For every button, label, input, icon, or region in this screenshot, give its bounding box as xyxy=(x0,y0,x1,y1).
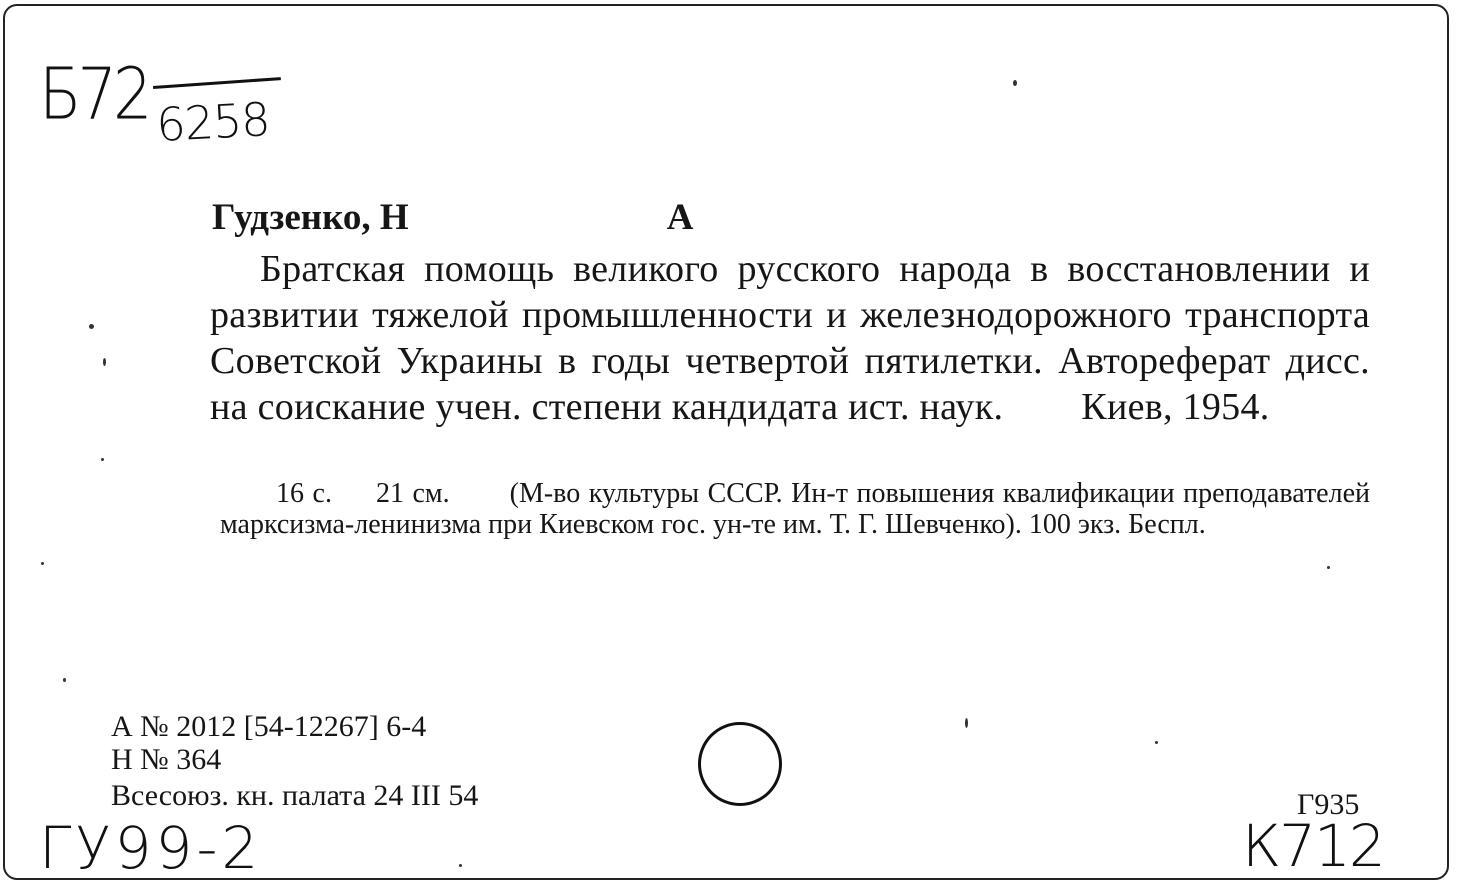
speck xyxy=(1013,80,1017,86)
registration-line-3: Всесоюз. кн. палата 24 III 54 xyxy=(111,779,479,812)
physical-description xyxy=(220,478,1370,540)
speck xyxy=(1155,741,1158,744)
speck xyxy=(103,358,106,366)
handwritten-code-left: ГУ99-2 xyxy=(39,814,263,882)
shelf-mark-rule xyxy=(153,77,281,89)
book-size: 21 см. xyxy=(375,478,450,509)
shelf-mark-bottom: 6258 xyxy=(155,92,271,152)
speck xyxy=(63,678,66,682)
card-punch-hole xyxy=(698,722,782,806)
speck xyxy=(1327,566,1330,569)
speck xyxy=(965,718,968,728)
speck xyxy=(101,458,104,461)
page-count: 16 с. xyxy=(276,478,332,509)
author-initial: А xyxy=(666,197,694,238)
speck xyxy=(89,324,94,329)
author-heading xyxy=(212,196,693,239)
classification-code: Г935 xyxy=(1297,788,1360,821)
speck xyxy=(459,864,462,867)
shelf-mark-top: Б72 xyxy=(39,52,149,136)
catalog-card xyxy=(3,4,1449,880)
handwritten-code-right: К712 xyxy=(1242,812,1384,880)
author-name: Гудзенко, Н xyxy=(212,197,409,238)
imprint-city-year: Киев, 1954. xyxy=(1081,386,1270,428)
series-note: (М-во культуры СССР. Ин-т повышения квалификации преподавателей марксизма-ленинизма при Киевском гос. ун-те им. Т. Г. Шевченко). 100 экз. Беспл. xyxy=(220,478,1370,540)
title-text: Братская помощь великого русского народа в восстановлении и развитии тяжелой промышленности и железнодорожного транспорта Советской Украины в годы четвертой пятилетки. Автореферат дисс. на соискание учен. степени кандидата ист. наук. xyxy=(210,248,1370,428)
registration-line-1: А № 2012 [54-12267] 6-4 xyxy=(111,710,427,743)
registration-line-2: Н № 364 xyxy=(111,743,222,776)
title-description xyxy=(210,246,1370,430)
speck xyxy=(41,562,44,565)
